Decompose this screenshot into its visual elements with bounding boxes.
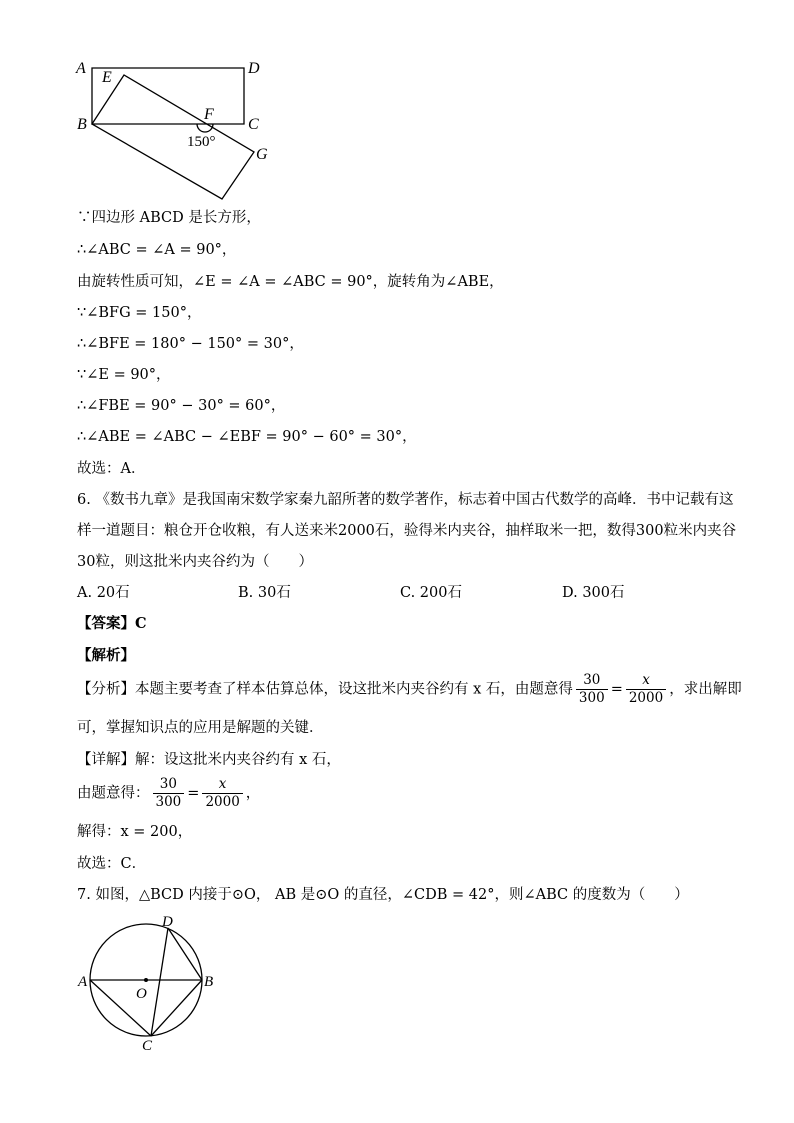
label-a-circle: A <box>78 974 88 990</box>
label-c-circle: C <box>142 1038 153 1052</box>
rectangle-abcd <box>92 68 244 124</box>
center-point <box>144 978 148 982</box>
fraction-x-2000-b: $\frac{x}{2000}$ <box>202 776 242 811</box>
label-g: G <box>256 146 268 163</box>
label-c: C <box>248 116 259 133</box>
q6-analysis-c: 可，掌握知识点的应用是解题的关键． <box>77 720 324 736</box>
solution-line-9: 故选：A． <box>77 461 146 477</box>
q6-answer: 【答案】C <box>77 615 147 632</box>
q6-analysis-label: 【解析】 <box>77 647 135 664</box>
solution-line-7: ∴∠FBE = 90° − 30° = 60°， <box>77 398 286 414</box>
label-d-circle: D <box>162 914 173 930</box>
q6-choose: 故选：C． <box>77 856 147 872</box>
solution-line-4: ∵∠BFG = 150°， <box>77 305 202 321</box>
circle-figure <box>72 912 222 1052</box>
label-f: F <box>204 106 214 123</box>
solution-line-8: ∴∠ABE = ∠ABC − ∠EBF = 90° − 60° = 30°， <box>77 429 417 445</box>
label-b: B <box>77 116 87 133</box>
fraction-x-2000: $\frac{x}{2000}$ <box>626 672 666 707</box>
label-150: 150° <box>187 134 216 150</box>
label-e: E <box>102 69 112 86</box>
q6-analysis-b: ，求出解即 <box>669 681 742 698</box>
solution-line-1: ∵四边形 ABCD 是长方形， <box>77 210 261 226</box>
label-a: A <box>76 60 86 77</box>
q6-analysis-a: 【分析】本题主要考查了样本估算总体，设这批米内夹谷约有 x 石，由题意得 <box>77 681 573 698</box>
q6-analysis-line: 【分析】本题主要考查了样本估算总体，设这批米内夹谷约有 x 石，由题意得 $\frac{30}{300}$ = $\frac{x}{2000}$ ，求出解即 <box>77 672 742 706</box>
q7-line: 7. 如图，△BCD 内接于⊙O， AB 是⊙O 的直径，∠CDB = 42°，则∠ABC 的度数为（ ） <box>77 887 689 903</box>
solution-line-2: ∴∠ABC = ∠A = 90°， <box>77 242 237 258</box>
q6-detail: 【详解】解：设这批米内夹谷约有 x 石， <box>77 752 341 768</box>
q6-equation: 由题意得： $\frac{30}{300}$ = $\frac{x}{2000}$ ， <box>77 776 261 810</box>
q6-option-d: D. 300石 <box>562 585 625 601</box>
q6-option-a: A. 20石 <box>77 585 130 601</box>
solution-line-5: ∴∠BFE = 180° − 150° = 30°， <box>77 336 304 352</box>
fraction-30-300: $\frac{30}{300}$ <box>576 672 608 707</box>
q6-solve: 解得：x = 200， <box>77 824 193 840</box>
q6-option-b: B. 30石 <box>238 585 291 601</box>
label-o-circle: O <box>136 986 147 1002</box>
q6-line-2: 样一道题目：粮仓开仓收粮，有人送来米2000石，验得米内夹谷，抽样取米一把，数得300粒米内夹谷 <box>77 523 737 539</box>
q6-option-c: C. 200石 <box>400 585 462 601</box>
label-d: D <box>248 60 260 77</box>
chord-db <box>168 928 202 980</box>
q6-line-1: 6. 《数书九章》是我国南宋数学家秦九韶所著的数学著作，标志着中国古代数学的高峰．书中记载有这 <box>77 492 734 508</box>
solution-line-3: 由旋转性质可知，∠E = ∠A = ∠ABC = 90°，旋转角为∠ABE， <box>77 274 504 290</box>
angle-arc <box>197 124 213 132</box>
rectangle-ebgh <box>92 75 254 199</box>
solution-line-6: ∵∠E = 90°， <box>77 367 171 383</box>
fraction-30-300-b: $\frac{30}{300}$ <box>153 776 185 811</box>
label-b-circle: B <box>204 974 214 990</box>
rotation-figure <box>70 55 290 205</box>
q6-line-3: 30粒，则这批米内夹谷约为（ ） <box>77 554 313 570</box>
